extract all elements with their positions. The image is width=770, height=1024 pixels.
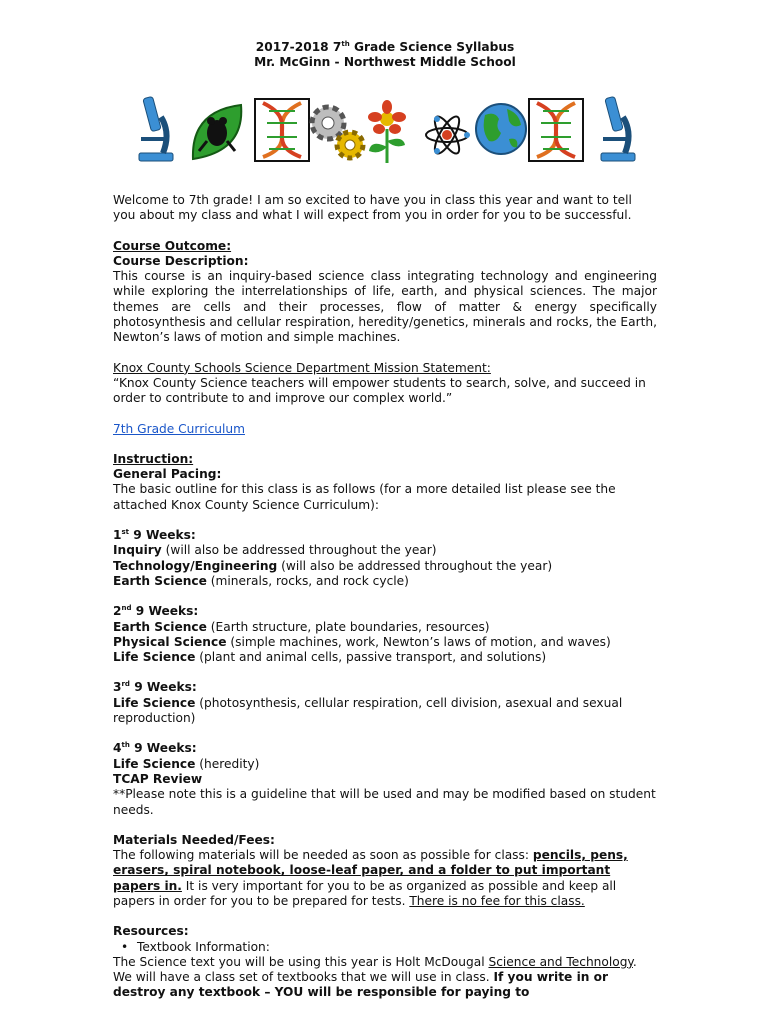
course-description-heading: Course Description: [113,253,249,268]
week-block [113,528,657,604]
textbook-warning: If you write in or destroy any textbook – YOU will be responsible for paying to [113,970,609,1000]
document-title [113,40,657,70]
course-description-text: This course is an inquiry-based science class integrating technology and engineering while exploring the interrelationships of life, earth, and physical sciences. The major themes are cells and their processes, flow of matter & energy specifically photosynthesis and cellular respiration, heredity/genetics, minerals and rocks, the Earth, Newton’s laws of motion and simple machines. [113,269,657,345]
syllabus-page [113,40,657,1001]
instruction-heading: Instruction: [113,451,194,466]
course-outcome-heading: Course Outcome: [113,238,232,253]
gears-icon [306,101,368,163]
bullet-icon: • [121,939,129,954]
list-item: Life Science (photosynthesis, cellular respiration, cell division, asexual and sexual reproduction) [113,695,623,726]
list-item: Inquiry (will also be addressed throughout the year) [113,543,437,558]
list-item: TCAP Review [113,771,203,786]
globe-icon [473,101,529,157]
week-block [113,741,657,832]
week-block [113,680,657,741]
list-item: Earth Science (Earth structure, plate boundaries, resources) [113,619,490,634]
list-item: Technology/Engineering (will also be addressed throughout the year) [113,558,553,573]
list-item: Life Science (plant and animal cells, passive transport, and solutions) [113,650,547,665]
title-line-2: Mr. McGinn - Northwest Middle School [254,55,516,69]
frog-leaf-icon [189,101,245,163]
pacing-weeks [113,528,657,833]
dna-icon [527,97,585,163]
week-heading: 1st 9 Weeks: [113,528,196,543]
week-heading: 3rd 9 Weeks: [113,680,197,695]
textbook-text: The Science text you will be using this year is Holt McDougal Science and Technology. We will have a class set of textbooks that we will use in class. If you write in or destroy any textbook – YOU will be responsible for paying to [113,954,637,1000]
list-item: • Textbook Information: [121,939,270,954]
flower-icon [363,99,411,165]
dna-icon [253,97,311,163]
materials-text: The following materials will be needed as soon as possible for class: pencils, pens, erasers, spiral notebook, loose-leaf paper, and a folder to put important papers in. It is very important for you to be as organized as possible and keep all papers in order for you to be prepared for tests. There is no fee for this class. [113,848,628,908]
title-line-1: 2017-2018 7th Grade Science Syllabus [255,40,515,54]
resources-heading: Resources: [113,924,189,939]
week-heading: 2nd 9 Weeks: [113,604,199,619]
microscope-icon [133,93,177,163]
list-item: Life Science (heredity) [113,756,260,771]
list-item: Physical Science (simple machines, work, Newton’s laws of motion, and waves) [113,634,611,649]
week-heading: 4th 9 Weeks: [113,741,197,756]
welcome-paragraph: Welcome to 7th grade! I am so excited to have you in class this year and want to tell you about my class and what I will expect from you in order for you to be successful. [113,193,632,223]
materials-heading: Materials Needed/Fees: [113,832,275,847]
science-clipart-banner [111,93,659,173]
curriculum-link[interactable]: 7th Grade Curriculum [113,421,245,436]
textbook-title: Science and Technology [488,954,633,969]
atom-icon [423,111,471,159]
general-pacing-heading: General Pacing: [113,467,222,482]
mission-statement-text: “Knox County Science teachers will empower students to search, solve, and succeed in order to contribute to and improve our complex world.” [113,375,646,406]
pacing-text: The basic outline for this class is as follows (for a more detailed list please see the attached Knox County Science Curriculum): [113,482,616,512]
week-block [113,604,657,680]
microscope-icon [595,93,639,163]
materials-list: pencils, pens, erasers, spiral notebook, loose-leaf paper, and a folder to put important papers in. [113,848,628,893]
list-item: Earth Science (minerals, rocks, and rock cycle) [113,573,409,588]
fee-note: There is no fee for this class. [409,893,585,908]
mission-statement-heading: Knox County Schools Science Department Mission Statement: [113,360,491,375]
pacing-note: **Please note this is a guideline that will be used and may be modified based on student needs. [113,787,656,817]
